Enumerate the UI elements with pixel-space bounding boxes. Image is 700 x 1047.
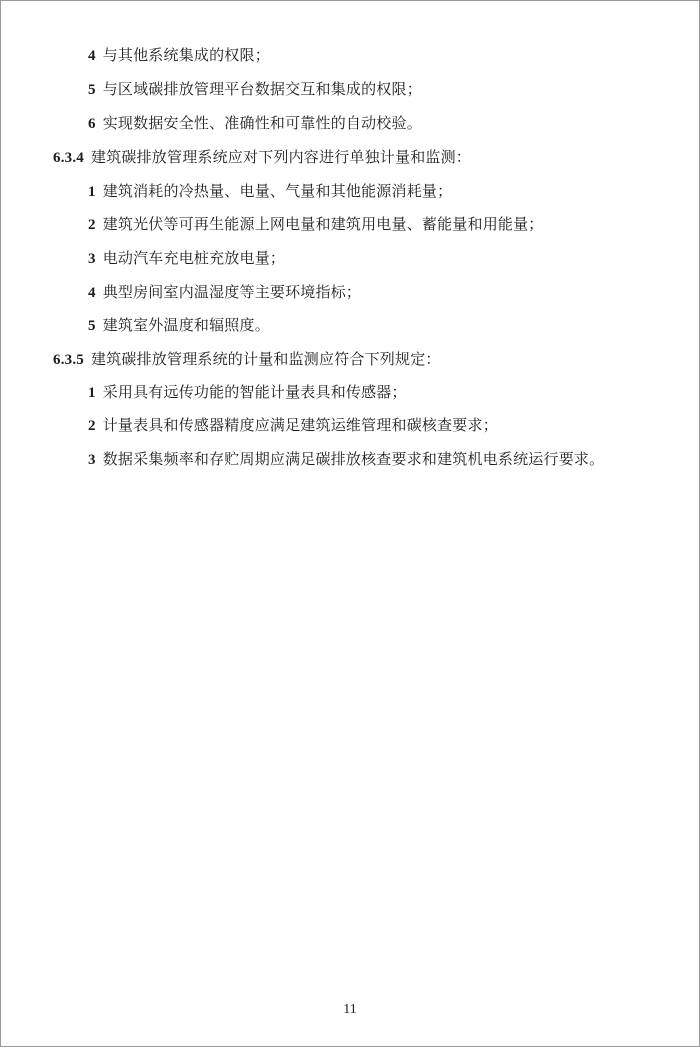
list-item	[88, 382, 407, 403]
page-number: 11	[343, 1002, 357, 1017]
list-item	[88, 449, 604, 470]
list-item	[88, 113, 422, 134]
item-text: 实现数据安全性、准确性和可靠性的自动校验。	[102, 114, 422, 132]
clause-heading	[53, 147, 471, 168]
item-number: 3	[88, 452, 96, 468]
page-content	[1, 1, 699, 1046]
item-text: 与其他系统集成的权限；	[102, 46, 270, 64]
item-number: 5	[88, 82, 96, 98]
item-text: 典型房间室内温湿度等主要环境指标；	[102, 283, 362, 301]
item-number: 6	[88, 116, 96, 132]
list-item	[88, 282, 361, 303]
item-number: 2	[88, 217, 96, 233]
item-text: 数据采集频率和存贮周期应满足碳排放核查要求和建筑机电系统运行要求。	[102, 450, 605, 468]
list-item	[88, 315, 270, 336]
item-number: 4	[88, 48, 96, 64]
clause-number: 6.3.5	[53, 352, 84, 368]
item-number: 3	[88, 251, 96, 267]
item-number: 2	[88, 418, 96, 434]
list-item	[88, 181, 452, 202]
item-number: 1	[88, 385, 96, 401]
item-text: 建筑消耗的冷热量、电量、气量和其他能源消耗量；	[102, 182, 453, 200]
list-item	[88, 214, 544, 235]
item-text: 建筑室外温度和辐照度。	[102, 316, 270, 334]
item-number: 1	[88, 184, 96, 200]
item-text: 采用具有远传功能的智能计量表具和传感器；	[102, 383, 407, 401]
item-text: 计量表具和传感器精度应满足建筑运维管理和碳核查要求；	[102, 416, 498, 434]
list-item	[88, 415, 498, 436]
clause-heading	[53, 349, 441, 370]
item-number: 4	[88, 285, 96, 301]
item-text: 建筑光伏等可再生能源上网电量和建筑用电量、蓄能量和用能量；	[102, 215, 544, 233]
list-item	[88, 248, 285, 269]
clause-number: 6.3.4	[53, 150, 84, 166]
clause-title: 建筑碳排放管理系统的计量和监测应符合下列规定：	[91, 350, 441, 368]
list-item	[88, 79, 422, 100]
item-number: 5	[88, 318, 96, 334]
item-text: 与区域碳排放管理平台数据交互和集成的权限；	[102, 80, 422, 98]
clause-title: 建筑碳排放管理系统应对下列内容进行单独计量和监测：	[91, 148, 472, 166]
list-item	[88, 45, 270, 66]
item-text: 电动汽车充电桩充放电量；	[102, 249, 286, 267]
